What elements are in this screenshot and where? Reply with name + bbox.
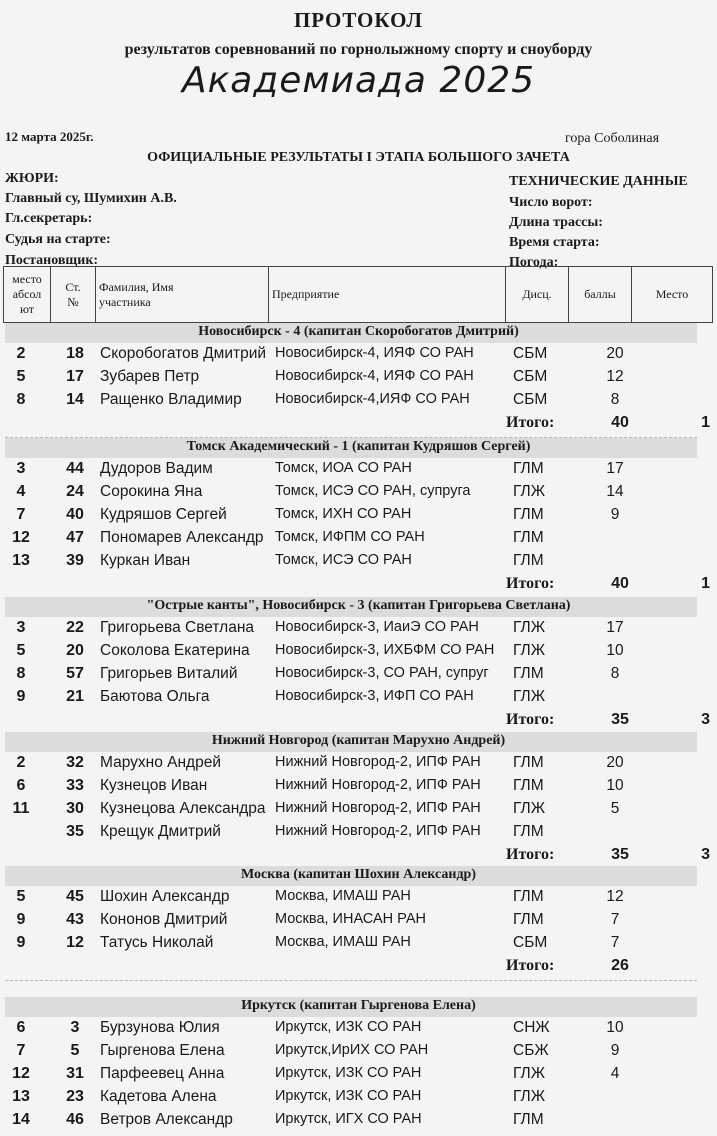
team-total-row <box>0 846 717 868</box>
team-total-row <box>0 414 717 436</box>
participant-organization: Томск, ИСЭ СО РАН, супруга <box>275 483 471 499</box>
participant-place: 2 <box>16 754 26 771</box>
participant-organization: Иркутск,ИрИХ СО РАН <box>275 1042 429 1058</box>
participant-start-number: 24 <box>66 483 84 500</box>
participant-name: Татусь Николай <box>100 934 214 951</box>
participant-points: 10 <box>606 642 624 659</box>
team-title: "Острые канты", Новосибирск - 3 (капитан Григорьева Светлана) <box>146 598 571 613</box>
participant-row <box>0 642 717 664</box>
participant-place: 6 <box>16 777 26 794</box>
participant-organization: Томск, ИХН СО РАН <box>275 506 412 522</box>
participant-discipline: СБЖ <box>513 1042 549 1059</box>
course-setter: Постановщик: <box>5 253 99 268</box>
column-start-number: Ст. № <box>51 267 96 323</box>
participant-discipline: СНЖ <box>513 1019 550 1036</box>
team-total-row <box>0 575 717 597</box>
participant-organization: Новосибирск-4,ИЯФ СО РАН <box>275 391 470 407</box>
participant-points: 14 <box>606 483 624 500</box>
participant-organization: Москва, ИМАШ РАН <box>275 934 411 950</box>
participant-place: 9 <box>16 934 26 951</box>
participant-organization: Иркутск, ИЗК СО РАН <box>275 1065 422 1081</box>
team-total-label: Итого: <box>506 957 555 974</box>
participant-start-number: 40 <box>66 506 84 523</box>
participant-name: Куркан Иван <box>100 552 191 569</box>
official-results-heading: ОФИЦИАЛЬНЫЕ РЕЗУЛЬТАТЫ I ЭТАПА БОЛЬШОГО ЗАЧЕТА <box>147 150 570 165</box>
participant-place: 13 <box>12 552 30 569</box>
course-length: Длина трассы: <box>509 215 603 230</box>
participant-name: Соколова Екатерина <box>100 642 250 659</box>
participant-name: Зубарев Петр <box>100 368 200 385</box>
participant-discipline: ГЛЖ <box>513 1088 546 1105</box>
participant-place: 5 <box>16 368 26 385</box>
participant-discipline: ГЛМ <box>513 823 544 840</box>
participant-organization: Томск, ИОА СО РАН <box>275 460 412 476</box>
team-total-label: Итого: <box>506 414 555 431</box>
participant-discipline: ГЛЖ <box>513 800 546 817</box>
participant-name: Крещук Дмитрий <box>100 823 221 840</box>
participant-discipline: ГЛМ <box>513 1111 544 1128</box>
participant-start-number: 46 <box>66 1111 84 1128</box>
participant-start-number: 23 <box>66 1088 84 1105</box>
participant-points: 9 <box>610 506 620 523</box>
participant-organization: Новосибирск-4, ИЯФ СО РАН <box>275 368 474 384</box>
participant-row <box>0 1019 717 1041</box>
participant-start-number: 5 <box>70 1042 80 1059</box>
chief-secretary: Гл.секретарь: <box>5 211 93 226</box>
participant-name: Кудряшов Сергей <box>100 506 227 523</box>
team-place: 1 <box>701 414 710 431</box>
column-discipline: Дисц. <box>506 267 569 323</box>
participant-discipline: ГЛМ <box>513 552 544 569</box>
team-total-label: Итого: <box>506 711 555 728</box>
participant-name: Сорокина Яна <box>100 483 203 500</box>
participant-row <box>0 391 717 413</box>
participant-row <box>0 823 717 845</box>
participant-start-number: 33 <box>66 777 84 794</box>
participant-name: Шохин Александр <box>100 888 230 905</box>
participant-organization: Нижний Новгород-2, ИПФ РАН <box>275 800 481 816</box>
participant-place: 3 <box>16 460 26 477</box>
participant-discipline: СБМ <box>513 345 548 362</box>
participant-start-number: 32 <box>66 754 84 771</box>
participant-place: 6 <box>16 1019 26 1036</box>
participant-name: Григорьев Виталий <box>100 665 238 682</box>
participant-row <box>0 1065 717 1087</box>
participant-place: 3 <box>16 619 26 636</box>
participant-name: Григорьева Светлана <box>100 619 255 636</box>
participant-points: 17 <box>606 460 624 477</box>
participant-organization: Иркутск, ИГХ СО РАН <box>275 1111 422 1127</box>
team-title: Томск Академический - 1 (капитан Кудряшов Сергей) <box>186 439 531 454</box>
document-title: ПРОТОКОЛ <box>293 8 424 32</box>
participant-place: 9 <box>16 911 26 928</box>
start-time: Время старта: <box>509 235 600 250</box>
participant-discipline: ГЛМ <box>513 777 544 794</box>
team-title: Нижний Новгород (капитан Марухно Андрей) <box>211 733 506 748</box>
column-organization: Предприятие <box>269 267 506 323</box>
participant-discipline: СБМ <box>513 934 548 951</box>
event-name: Академиада 2025 <box>181 60 536 101</box>
participant-discipline: ГЛМ <box>513 888 544 905</box>
team-title: Иркутск (капитан Гыргенова Елена) <box>241 998 476 1013</box>
competition-date: 12 марта 2025г. <box>5 129 94 144</box>
participant-start-number: 20 <box>66 642 84 659</box>
participant-start-number: 14 <box>66 391 84 408</box>
column-place: место абсол ют <box>4 267 51 323</box>
participant-start-number: 43 <box>66 911 84 928</box>
technical-data-title: ТЕХНИЧЕСКИЕ ДАННЫЕ <box>509 174 688 189</box>
participant-start-number: 3 <box>70 1019 80 1036</box>
participant-row <box>0 1042 717 1064</box>
team-total-points: 35 <box>611 846 629 863</box>
participant-points: 7 <box>610 934 620 951</box>
participant-row <box>0 911 717 933</box>
team-total-row <box>0 711 717 733</box>
participant-row <box>0 619 717 641</box>
participant-organization: Нижний Новгород-2, ИПФ РАН <box>275 777 481 793</box>
participant-place: 5 <box>16 642 26 659</box>
participant-place: 2 <box>16 345 26 362</box>
participant-place: 14 <box>12 1111 30 1128</box>
participant-place: 7 <box>16 1042 26 1059</box>
document-subtitle: результатов соревнований по горнолыжному спорту и сноуборду <box>124 41 593 58</box>
participant-organization: Нижний Новгород-2, ИПФ РАН <box>275 823 481 839</box>
participant-discipline: ГЛМ <box>513 506 544 523</box>
participant-start-number: 30 <box>66 800 84 817</box>
participant-points: 7 <box>610 911 620 928</box>
participant-points: 12 <box>606 888 624 905</box>
participant-points: 8 <box>610 665 620 682</box>
participant-discipline: ГЛЖ <box>513 619 546 636</box>
participant-points: 20 <box>606 345 624 362</box>
team-title: Москва (капитан Шохин Александр) <box>241 867 476 882</box>
participant-name: Кузнецов Иван <box>100 777 208 794</box>
participant-organization: Москва, ИМАШ РАН <box>275 888 411 904</box>
participant-points: 10 <box>606 777 624 794</box>
participant-start-number: 17 <box>66 368 84 385</box>
participant-points: 5 <box>610 800 620 817</box>
team-total-points: 35 <box>611 711 629 728</box>
participant-row <box>0 888 717 910</box>
participant-discipline: ГЛМ <box>513 460 544 477</box>
team-place: 3 <box>701 711 710 728</box>
participant-organization: Москва, ИНАСАН РАН <box>275 911 426 927</box>
participant-row <box>0 368 717 390</box>
participant-place: 4 <box>16 483 26 500</box>
participant-organization: Томск, ИФПМ СО РАН <box>275 529 425 545</box>
participant-start-number: 45 <box>66 888 84 905</box>
participant-name: Скоробогатов Дмитрий <box>100 345 267 362</box>
participant-points: 9 <box>610 1042 620 1059</box>
participant-name: Кадетова Алена <box>100 1088 217 1105</box>
column-participant-name: Фамилия, Имя участника <box>96 267 269 323</box>
participant-discipline: ГЛМ <box>513 754 544 771</box>
participant-organization: Новосибирск-3, ИФП СО РАН <box>275 688 474 704</box>
participant-row <box>0 1111 717 1133</box>
participant-name: Бурзунова Юлия <box>100 1019 220 1036</box>
participant-organization: Новосибирск-3, СО РАН, супруг <box>275 665 489 681</box>
team-total-points: 26 <box>611 957 629 974</box>
chief-judge: Главный су, Шумихин А.В. <box>5 191 177 206</box>
participant-discipline: ГЛМ <box>513 911 544 928</box>
participant-discipline: ГЛЖ <box>513 1065 546 1082</box>
participant-discipline: ГЛМ <box>513 529 544 546</box>
participant-place: 12 <box>12 1065 30 1082</box>
results-table-header <box>3 266 713 323</box>
weather: Погода: <box>509 255 559 270</box>
team-place: 1 <box>701 575 710 592</box>
competition-location: гора Соболиная <box>565 131 660 146</box>
participant-row <box>0 483 717 505</box>
participant-organization: Новосибирск-4, ИЯФ СО РАН <box>275 345 474 361</box>
participant-row <box>0 665 717 687</box>
participant-name: Ветров Александр <box>100 1111 233 1128</box>
participant-row <box>0 345 717 367</box>
participant-start-number: 18 <box>66 345 84 362</box>
participant-start-number: 44 <box>66 460 84 477</box>
participant-points: 20 <box>606 754 624 771</box>
participant-name: Марухно Андрей <box>100 754 221 771</box>
participant-place: 8 <box>16 391 26 408</box>
participant-row <box>0 934 717 956</box>
participant-row <box>0 800 717 822</box>
participant-start-number: 57 <box>66 665 84 682</box>
team-title: Новосибирск - 4 (капитан Скоробогатов Дмитрий) <box>198 324 519 339</box>
participant-name: Кузнецова Александра <box>100 800 266 817</box>
participant-discipline: ГЛЖ <box>513 483 546 500</box>
participant-organization: Новосибирск-3, ИХБФМ СО РАН <box>275 642 495 658</box>
team-separator <box>5 980 697 981</box>
participant-name: Баютова Ольга <box>100 688 210 705</box>
participant-place: 12 <box>12 529 30 546</box>
participant-organization: Томск, ИСЭ СО РАН <box>275 552 412 568</box>
column-points: баллы <box>569 267 632 323</box>
participant-name: Ращенко Владимир <box>100 391 242 408</box>
participant-row <box>0 1088 717 1110</box>
participant-points: 4 <box>610 1065 620 1082</box>
participant-organization: Иркутск, ИЗК СО РАН <box>275 1019 422 1035</box>
participant-place: 13 <box>12 1088 30 1105</box>
participant-row <box>0 506 717 528</box>
participant-row <box>0 529 717 551</box>
participant-place: 11 <box>12 800 30 817</box>
participant-points: 10 <box>606 1019 624 1036</box>
participant-place: 8 <box>16 665 26 682</box>
participant-points: 8 <box>610 391 620 408</box>
column-team-place: Место <box>632 267 713 323</box>
participant-start-number: 12 <box>66 934 84 951</box>
participant-row <box>0 460 717 482</box>
participant-place: 7 <box>16 506 26 523</box>
participant-organization: Нижний Новгород-2, ИПФ РАН <box>275 754 481 770</box>
gates-count: Число ворот: <box>509 195 593 210</box>
participant-organization: Новосибирск-3, ИаиЭ СО РАН <box>275 619 479 635</box>
participant-name: Дудоров Вадим <box>100 460 213 477</box>
participant-start-number: 22 <box>66 619 84 636</box>
participant-start-number: 21 <box>66 688 84 705</box>
participant-name: Парфеевец Анна <box>100 1065 225 1082</box>
participant-place: 9 <box>16 688 26 705</box>
team-total-points: 40 <box>611 414 629 431</box>
participant-row <box>0 777 717 799</box>
participant-row <box>0 754 717 776</box>
team-total-label: Итого: <box>506 575 555 592</box>
participant-discipline: СБМ <box>513 391 548 408</box>
participant-discipline: СБМ <box>513 368 548 385</box>
participant-start-number: 39 <box>66 552 84 569</box>
team-total-points: 40 <box>611 575 629 592</box>
jury-label: ЖЮРИ: <box>5 171 59 186</box>
participant-name: Кононов Дмитрий <box>100 911 228 928</box>
team-total-row <box>0 957 717 979</box>
participant-points: 17 <box>606 619 624 636</box>
participant-points: 12 <box>606 368 624 385</box>
participant-start-number: 47 <box>66 529 84 546</box>
participant-row <box>0 688 717 710</box>
participant-place: 5 <box>16 888 26 905</box>
participant-name: Пономарев Александр <box>100 529 264 546</box>
participant-row <box>0 552 717 574</box>
participant-start-number: 35 <box>66 823 84 840</box>
team-total-label: Итого: <box>506 846 555 863</box>
start-judge: Судья на старте: <box>5 232 111 247</box>
participant-discipline: ГЛМ <box>513 665 544 682</box>
team-place: 3 <box>701 846 710 863</box>
participant-discipline: ГЛЖ <box>513 642 546 659</box>
participant-organization: Иркутск, ИЗК СО РАН <box>275 1088 422 1104</box>
participant-name: Гыргенова Елена <box>100 1042 225 1059</box>
participant-start-number: 31 <box>66 1065 84 1082</box>
participant-discipline: ГЛЖ <box>513 688 546 705</box>
